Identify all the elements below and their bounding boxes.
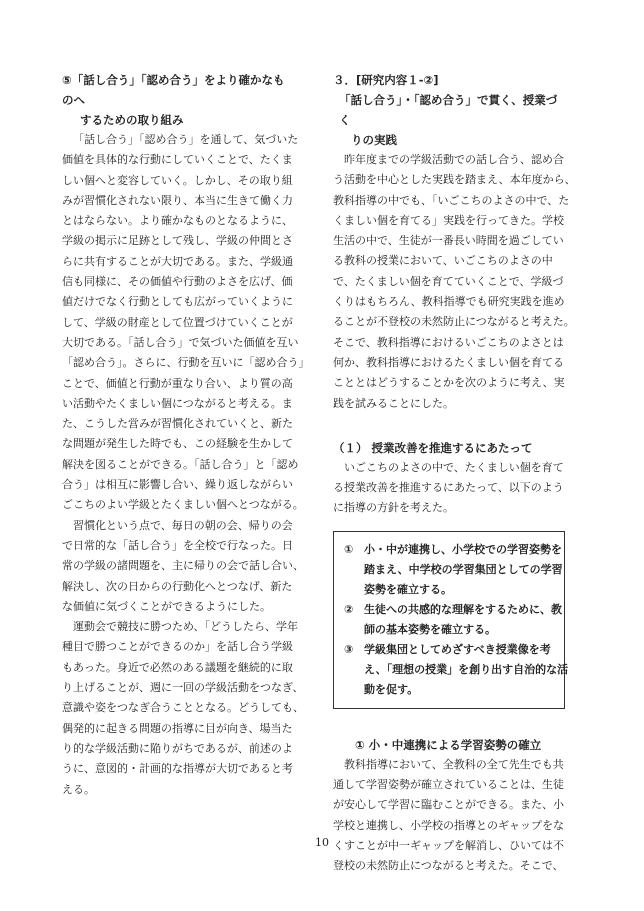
paragraph bbox=[62, 516, 304, 617]
text-line: ことで、価値と行動が重なり合い、より質の高 bbox=[62, 376, 293, 390]
text-line: 習慣化という点で、毎日の朝の会、帰りの会 bbox=[73, 518, 293, 532]
paragraph bbox=[333, 150, 576, 414]
text-line: 大切である。「話し合う」で気づいた価値を互い bbox=[62, 335, 299, 349]
text-line: 解決を図ることができる。「話し合う」と「認め bbox=[62, 457, 299, 471]
text-line: くましい個を育てる」実践を行ってきた。学校 bbox=[333, 213, 564, 227]
text-line: に指導の方針を考えた。 bbox=[333, 501, 454, 515]
text-line: 解決し、次の日からの行動化へとつなげ、新た bbox=[62, 579, 293, 593]
policy-item bbox=[344, 600, 562, 640]
page-number: 10 bbox=[315, 836, 329, 849]
text-line: 通して学習姿勢が確立されていることは、生徒 bbox=[333, 778, 564, 792]
text-line: な価値に気づくことができるようにした。 bbox=[62, 599, 271, 613]
policy-item bbox=[344, 540, 563, 600]
paragraph bbox=[333, 458, 565, 519]
item-number: ① bbox=[344, 542, 354, 556]
heading-line: するための取り組み bbox=[80, 113, 184, 127]
text-line: な問題が発生した時でも、この経験を生かして bbox=[62, 437, 293, 451]
text-line: る教科の授業において、いごこちのよさの中 bbox=[333, 254, 553, 268]
heading-line: ⑤「話し合う」「認め合う」をより確かなものへ bbox=[62, 73, 285, 107]
text-line: 学級の掲示に足跡として残し、学級の仲間とさ bbox=[62, 234, 293, 248]
text-line: みが習慣化されない限り、本当に生きて働く力 bbox=[62, 193, 293, 207]
text-line: 運動会で競技に勝つため、「どうしたら、学年 bbox=[73, 620, 299, 634]
text-line: 踏まえ、中学校の学習集団としての学習 bbox=[364, 562, 563, 576]
text-line: うに、意図的・計画的な指導が大切であると考 bbox=[62, 762, 293, 776]
heading-line: ３．[研究内容１-②] bbox=[333, 73, 439, 87]
subsection-heading: （１） 授業改善を推進するにあたって bbox=[333, 440, 533, 455]
policy-box bbox=[333, 531, 569, 709]
text-line: 値だけでなく行動としても広がっていくように bbox=[62, 295, 293, 309]
text-line: 登校の未然防止につながると考えた。そこで、 bbox=[333, 859, 564, 873]
item-number: ③ bbox=[344, 642, 354, 656]
text-line: いごこちのよさの中で、たくましい個を育て bbox=[344, 460, 564, 474]
text-line: くすことが中一ギャップを解消し、ひいては不 bbox=[333, 838, 564, 852]
policy-item bbox=[344, 640, 569, 700]
text-line: 師の基本姿勢を確立する。 bbox=[364, 622, 496, 636]
section-heading bbox=[333, 70, 565, 150]
text-line: 何か、教科指導におけるたくましい個を育てる bbox=[333, 355, 564, 369]
text-line: 教科指導において、全教科の全て先生でも共 bbox=[344, 757, 564, 771]
text-line: 教科指導の中でも、「いごこちのよさの中で、た bbox=[333, 193, 570, 207]
text-line: い活動やたくましい個につながると考える。ま bbox=[62, 396, 293, 410]
text-line: そこで、教科指導におけるいごこちのよさとは bbox=[333, 335, 564, 349]
text-line: 信も同様に、その価値や行動のよさを広げ、価 bbox=[62, 275, 293, 289]
text-line: しい個へと変容していく。しかし、その取り組 bbox=[62, 173, 293, 187]
text-line: える。 bbox=[62, 782, 95, 796]
left-column bbox=[62, 70, 310, 800]
text-line: 「認め合う」。さらに、行動を互いに「認め合う」 bbox=[62, 356, 310, 370]
text-line: 価値を具体的な行動にしていくことで、たくま bbox=[62, 153, 293, 167]
text-line: で、たくましい個を育てていくことで、学級づ bbox=[333, 274, 564, 288]
text-line: 昨年度までの学級活動での話し合う、認め合 bbox=[344, 153, 564, 166]
text-line: が安心して学習に臨むことができる。また、小 bbox=[333, 798, 564, 812]
text-line: う活動を中心とした実践を踏まえ、本年度から、 bbox=[333, 173, 576, 187]
text-line: り的な学級活動に陥りがちであるが、前述のよ bbox=[62, 741, 293, 755]
text-line: る授業改善を推進するにあたって、以下のよう bbox=[333, 481, 564, 495]
text-line: 学級集団としてめざすべき授業像を考 bbox=[364, 642, 551, 656]
text-line: 学校と連携し、小学校の指導とのギャップをな bbox=[333, 818, 564, 832]
text-line: え、「理想の授業」を創り出す自治的な活 bbox=[364, 662, 569, 676]
text-line: して、学級の財産として位置づけていくことが bbox=[62, 315, 293, 329]
text-line: もあった。身近で必然のある議題を継続的に取 bbox=[62, 660, 293, 674]
section-heading bbox=[62, 70, 294, 130]
text-line: くりはもちろん、教科指導でも研究実践を進め bbox=[333, 295, 565, 309]
text-line: で日常的な「話し合う」を全校で行なった。日 bbox=[62, 538, 293, 552]
text-line: 種目で勝つことができるのか」を話し合う学級 bbox=[62, 640, 293, 654]
right-column bbox=[333, 70, 576, 877]
heading-line: りの実践 bbox=[351, 133, 397, 147]
text-line: 動を促す。 bbox=[364, 682, 419, 696]
text-line: ごこちのよい学級とたくましい個へとつながる。 bbox=[62, 498, 304, 512]
text-line: 合う」は相互に影響し合い、繰り返しながらい bbox=[62, 478, 293, 492]
text-line: ることが不登校の未然防止につながると考えた。 bbox=[333, 315, 575, 329]
text-line: 姿勢を確立する。 bbox=[364, 582, 452, 596]
text-line: た、こうした営みが習慣化されていくと、新た bbox=[62, 417, 293, 431]
text-line: 践を試みることにした。 bbox=[333, 396, 454, 410]
text-line: こととはどうすることかを次のように考え、実 bbox=[333, 376, 565, 390]
text-line: 生徒への共感的な理解をするために、教 bbox=[364, 602, 562, 616]
text-line: 生活の中で、生徒が一番長い時間を過ごしてい bbox=[333, 234, 564, 248]
text-line: 「話し合う」「認め合う」を通して、気づいた bbox=[73, 133, 299, 146]
text-line: 小・中が連携し、小学校での学習姿勢を bbox=[364, 542, 562, 556]
paragraph bbox=[333, 755, 565, 877]
text-line: 意識や姿をつなぎ合うこととなる。どうしても、 bbox=[62, 701, 304, 715]
text-line: とはならない。より確かなものとなるように、 bbox=[62, 214, 293, 228]
heading-line: 「話し合う」・「認め合う」で貫く、授業づく bbox=[339, 93, 558, 127]
paragraph bbox=[62, 130, 310, 516]
text-line: 常の学級の諸問題を、主に帰りの会で話し合い、 bbox=[62, 559, 304, 573]
text-line: 偶発的に起きる問題の指導に目が向き、場当た bbox=[62, 721, 293, 735]
subsection-heading: ① 小・中連携による学習姿勢の確立 bbox=[355, 737, 542, 752]
item-number: ② bbox=[344, 602, 354, 616]
text-line: らに共有することが大切である。また、学級通 bbox=[62, 254, 293, 268]
text-line: り上げることが、週に一回の学級活動をつなぎ、 bbox=[62, 681, 304, 695]
paragraph bbox=[62, 617, 304, 800]
